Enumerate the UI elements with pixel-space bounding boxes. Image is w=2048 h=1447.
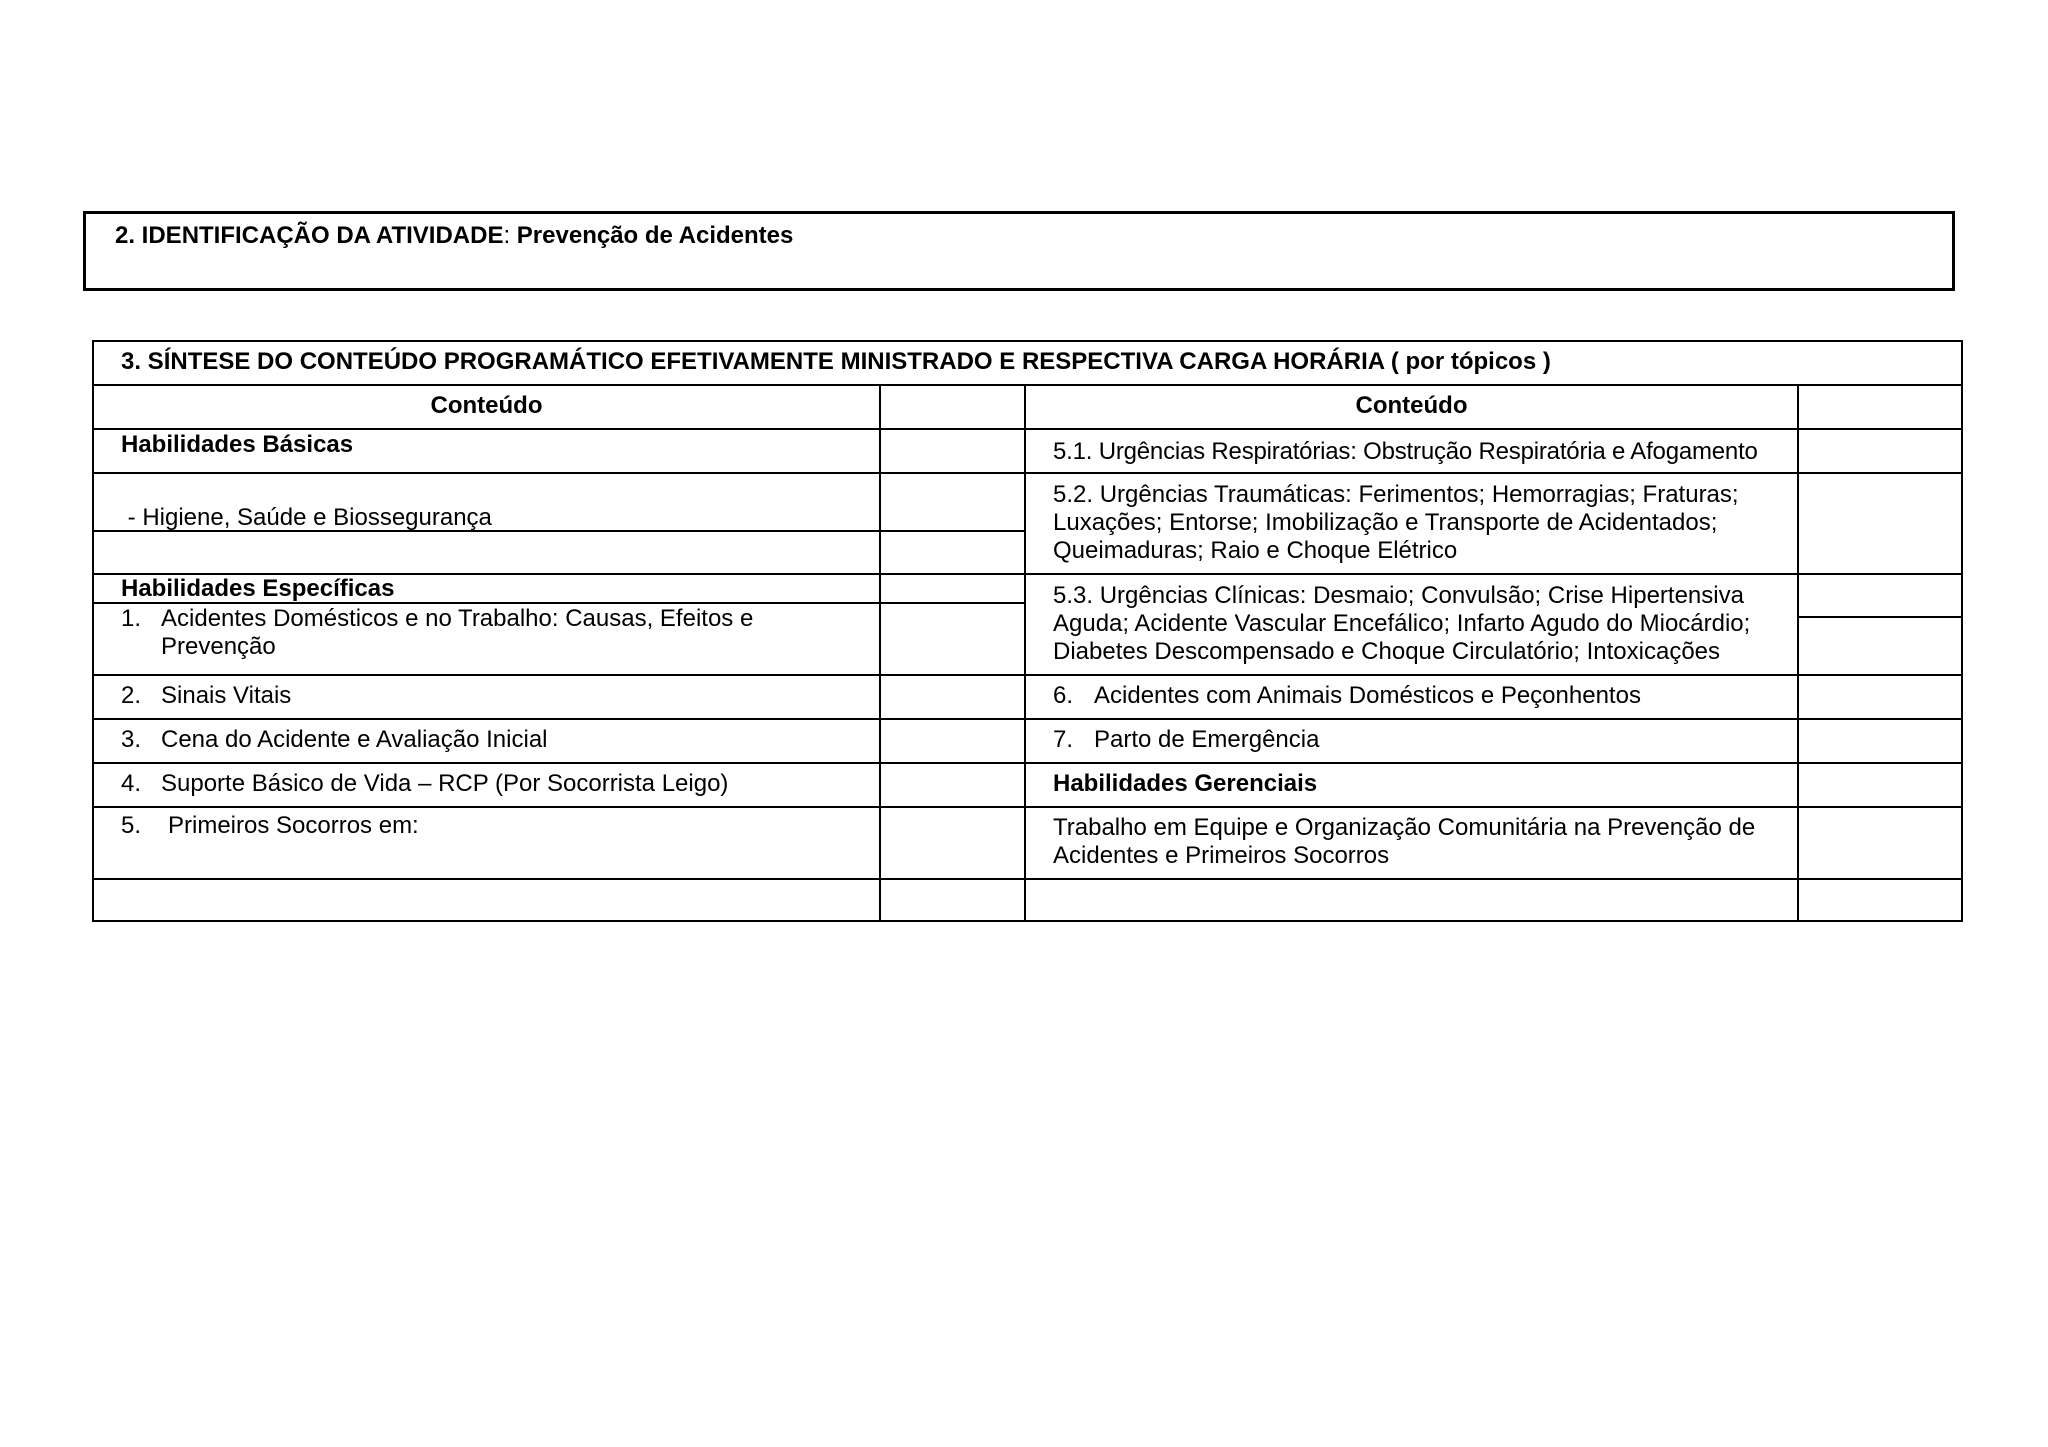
list-item-text: Primeiros Socorros em: <box>168 812 419 839</box>
list-item-text: Parto de Emergência <box>1094 726 1320 753</box>
table-rule <box>92 384 1963 386</box>
basic-skills-item: - Higiene, Saúde e Biossegurança <box>121 504 492 531</box>
activity-identification-box <box>83 211 1955 291</box>
table-divider <box>1797 384 1799 922</box>
activity-identification <box>115 222 793 250</box>
list-item-text: Acidentes com Animais Domésticos e Peçonhentos <box>1094 682 1641 709</box>
table-rule <box>92 718 1963 720</box>
table-rule <box>92 428 1963 430</box>
synthesis-table <box>92 340 1963 922</box>
basic-skills-heading: Habilidades Básicas <box>121 431 354 458</box>
specific-skills-heading: Habilidades Específicas <box>121 575 395 602</box>
list-item-text: Acidentes Domésticos e no Trabalho: Causas, Efeitos e Prevenção <box>161 605 754 660</box>
table-divider <box>879 384 881 922</box>
table-rule <box>92 806 1963 808</box>
table-border-left <box>92 340 94 922</box>
list-item-number: 1. <box>121 605 142 632</box>
table-rule <box>92 762 1963 764</box>
table-border-bottom <box>92 920 1963 922</box>
list-item-number: 5. <box>121 812 142 839</box>
list-item-number: 7. <box>1053 726 1074 753</box>
table-rule <box>92 878 1963 880</box>
list-item-text: Suporte Básico de Vida – RCP (Por Socorrista Leigo) <box>161 770 729 797</box>
table-divider <box>1024 384 1026 922</box>
table-border-top <box>92 340 1963 342</box>
sub-item-5-2: 5.2. Urgências Traumáticas: Ferimentos; Hemorragias; Fraturas; Luxações; Entorse; Imobilização e Transporte de Acidentados; Queimaduras; Raio e Choque Elétrico <box>1053 481 1739 564</box>
managerial-skills-heading: Habilidades Gerenciais <box>1053 770 1318 797</box>
table-rule <box>92 674 1963 676</box>
list-item-text: Sinais Vitais <box>161 682 292 709</box>
list-item-number: 2. <box>121 682 142 709</box>
list-item-number: 3. <box>121 726 142 753</box>
table-rule <box>92 472 1963 474</box>
identification-label: 2. IDENTIFICAÇÃO DA ATIVIDADE <box>115 222 504 249</box>
sub-item-5-1: 5.1. Urgências Respiratórias: Obstrução Respiratória e Afogamento <box>1053 438 1758 465</box>
list-item-number: 4. <box>121 770 142 797</box>
list-item-number: 6. <box>1053 682 1074 709</box>
table-border-right <box>1961 340 1963 922</box>
list-item <box>121 605 871 663</box>
list-item-text: Cena do Acidente e Avaliação Inicial <box>161 726 548 753</box>
identification-value: Prevenção de Acidentes <box>516 222 794 249</box>
table-rule-right <box>1799 616 1963 618</box>
managerial-skills-item: Trabalho em Equipe e Organização Comunitária na Prevenção de Acidentes e Primeiros Socorros <box>1053 814 1756 869</box>
sub-item-5-3: 5.3. Urgências Clínicas: Desmaio; Convulsão; Crise Hipertensiva Aguda; Acidente Vascular Encefálico; Infarto Agudo do Miocárdio; Diabetes Descompensado e Choque Circulatório; Intoxicações <box>1053 582 1751 665</box>
right-content-header: Conteúdo <box>1355 392 1468 419</box>
left-content-header: Conteúdo <box>430 392 543 419</box>
synthesis-title: 3. SÍNTESE DO CONTEÚDO PROGRAMÁTICO EFETIVAMENTE MINISTRADO E RESPECTIVA CARGA HORÁRIA ( por tópicos ) <box>121 348 1551 375</box>
identification-separator: : <box>503 222 517 249</box>
